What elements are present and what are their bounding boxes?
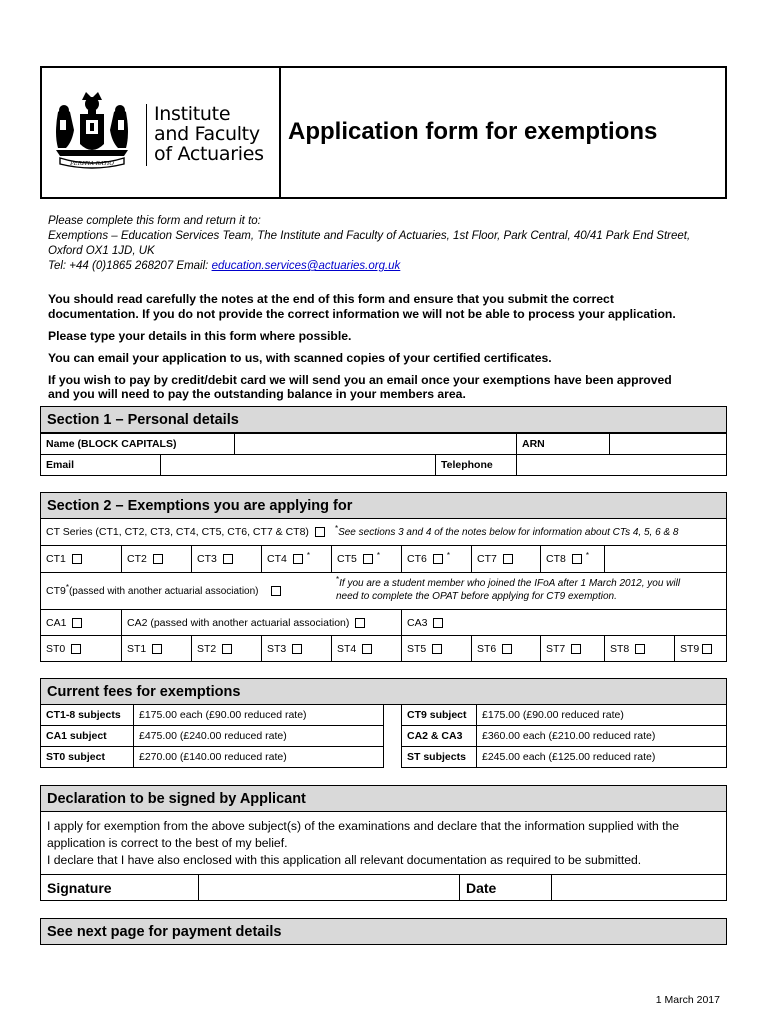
ca1-cell [40, 609, 122, 636]
fee-label: ST0 subject [40, 746, 134, 768]
arn-label: ARN [516, 433, 610, 455]
ct9-note: *If you are a student member who joined the IFoA after 1 March 2012, you will [336, 575, 681, 589]
st7-cell [540, 635, 605, 662]
ct-series-note: See sections 3 and 4 of the notes below for information about CTs 4, 5, 6 & 8 [338, 526, 679, 538]
ca1-label: CA1 [46, 616, 67, 629]
declaration-text: application is correct to the best of my belief. [47, 836, 288, 850]
ct3-checkbox[interactable] [223, 554, 233, 564]
note-line: You should read carefully the notes at the end of this form and ensure that you submit the correct [48, 292, 614, 306]
telephone-field[interactable] [516, 454, 727, 476]
ct9-label: CT9 [46, 585, 66, 597]
ct9-checkbox[interactable] [271, 586, 281, 596]
ct7-cell [471, 545, 541, 573]
st8-cell [604, 635, 675, 662]
ct1-label: CT1 [46, 553, 66, 565]
ct1-cell [40, 545, 122, 573]
st0-label: ST0 [46, 642, 66, 655]
next-page-banner: See next page for payment details [40, 918, 727, 945]
st9-checkbox[interactable] [702, 644, 712, 654]
st4-checkbox[interactable] [362, 644, 372, 654]
email-link[interactable]: education.services@actuaries.org.uk [211, 260, 401, 272]
st3-cell [261, 635, 332, 662]
st7-checkbox[interactable] [571, 644, 581, 654]
st5-label: ST5 [407, 642, 427, 655]
intro-contact [48, 259, 400, 274]
form-header [40, 66, 727, 199]
fee-label: CT9 subject [401, 704, 477, 726]
st5-cell [401, 635, 472, 662]
declaration-header: Declaration to be signed by Applicant [40, 785, 727, 812]
ct8-cell: CT8 * [540, 545, 605, 573]
ct6-label: CT6 [407, 553, 427, 565]
ct4-cell: CT4 * [261, 545, 332, 573]
ct7-label: CT7 [477, 553, 497, 565]
fee-label: CT1-8 subjects [40, 704, 134, 726]
fee-value: £360.00 each (£210.00 reduced rate) [476, 725, 727, 747]
intro-tel: Tel: +44 (0)1865 268207 Email: [48, 260, 212, 272]
intro-address-city: Oxford OX1 1JD, UK [48, 245, 155, 257]
ct6-checkbox[interactable] [433, 554, 443, 564]
st3-checkbox[interactable] [292, 644, 302, 654]
page-title: Application form for exemptions [288, 118, 658, 145]
ca3-cell [401, 609, 727, 636]
ct4-label: CT4 [267, 553, 287, 565]
fee-label: ST subjects [401, 746, 477, 768]
st1-cell [121, 635, 192, 662]
ca3-label: CA3 [407, 616, 428, 629]
fee-label: CA1 subject [40, 725, 134, 747]
ct-series-label: CT Series (CT1, CT2, CT3, CT4, CT5, CT6, CT7 & CT8) [46, 526, 309, 538]
st2-label: ST2 [197, 642, 217, 655]
section1-header: Section 1 – Personal details [40, 406, 727, 433]
intro-line: Please complete this form and return it to: [48, 215, 261, 227]
st0-cell [40, 635, 122, 662]
ct-row-empty-cell [604, 545, 727, 573]
ca2-checkbox[interactable] [355, 618, 365, 628]
ct5-checkbox[interactable] [363, 554, 373, 564]
st9-label: ST9 [680, 642, 700, 655]
name-field[interactable] [234, 433, 517, 455]
intro-address: Exemptions – Education Services Team, The Institute and Faculty of Actuaries, 1st Floor, Park Central, 40/41 Park End Street, [48, 230, 691, 242]
declaration-text: I declare that I have also enclosed with this application all relevant documentation as required to be submitted. [47, 853, 642, 867]
org-name-line: and Faculty [154, 123, 260, 145]
ct5-cell: CT5 * [331, 545, 402, 573]
st1-label: ST1 [127, 642, 147, 655]
section2-header: Section 2 – Exemptions you are applying for [40, 492, 727, 519]
ct9-suffix: (passed with another actuarial association) [68, 585, 259, 597]
footer-date: 1 March 2017 [655, 994, 720, 1006]
st2-checkbox[interactable] [222, 644, 232, 654]
ct2-label: CT2 [127, 553, 147, 565]
st4-label: ST4 [337, 642, 357, 655]
fee-value: £175.00 (£90.00 reduced rate) [476, 704, 727, 726]
declaration-text: I apply for exemption from the above subject(s) of the examinations and declare that the information supplied with the [47, 819, 680, 833]
st4-cell [331, 635, 402, 662]
note-line: You can email your application to us, with scanned copies of your certified certificates. [48, 351, 552, 365]
org-name-line: Institute [154, 103, 231, 125]
ct9-row: CT9 * (passed with another actuarial association) [40, 572, 727, 610]
note-line: and you will need to pay the outstanding balance in your members area. [48, 387, 466, 401]
ct3-cell [191, 545, 262, 573]
ct5-label: CT5 [337, 553, 357, 565]
crest-motto: PERITIA RATIO [70, 161, 114, 167]
st7-label: ST7 [546, 642, 566, 655]
note-line: If you wish to pay by credit/debit card we will send you an email once your exemptions have been approved [48, 373, 672, 387]
ca2-cell [121, 609, 402, 636]
ca3-checkbox[interactable] [433, 618, 443, 628]
ct7-checkbox[interactable] [503, 554, 513, 564]
ct-series-checkbox[interactable] [315, 527, 325, 537]
ct8-checkbox[interactable] [572, 554, 582, 564]
st9-cell [674, 635, 727, 662]
ct8-label: CT8 [546, 553, 566, 565]
email-field[interactable] [160, 454, 436, 476]
ct1-checkbox[interactable] [72, 554, 82, 564]
email-label: Email [40, 454, 161, 476]
ct6-cell: CT6 * [401, 545, 472, 573]
ifoa-crest-logo [50, 90, 134, 170]
ct4-checkbox[interactable] [293, 554, 303, 564]
fee-label: CA2 & CA3 [401, 725, 477, 747]
header-divider [279, 68, 281, 197]
org-name [154, 104, 264, 164]
name-label: Name (BLOCK CAPITALS) [40, 433, 235, 455]
fees-gap-border [401, 704, 402, 768]
ca1-checkbox[interactable] [72, 618, 82, 628]
fees-gap-border [383, 704, 384, 768]
st6-label: ST6 [477, 642, 497, 655]
fee-value: £245.00 each (£125.00 reduced rate) [476, 746, 727, 768]
telephone-label: Telephone [435, 454, 517, 476]
note-line: Please type your details in this form where possible. [48, 329, 352, 343]
ct3-label: CT3 [197, 553, 217, 565]
st6-checkbox[interactable] [502, 644, 512, 654]
st6-cell [471, 635, 541, 662]
ct2-checkbox[interactable] [153, 554, 163, 564]
ca2-label: CA2 (passed with another actuarial association) [127, 616, 350, 629]
date-label: Date [459, 874, 552, 901]
st8-checkbox[interactable] [635, 644, 645, 654]
arn-field[interactable] [609, 433, 727, 455]
st1-checkbox[interactable] [152, 644, 162, 654]
ct-series-row: CT Series (CT1, CT2, CT3, CT4, CT5, CT6, CT7 & CT8) * See sections 3 and 4 of the notes below for information about CTs 4, 5, 6 & 8 [40, 518, 727, 546]
fee-value: £270.00 (£140.00 reduced rate) [133, 746, 384, 768]
fee-value: £175.00 each (£90.00 reduced rate) [133, 704, 384, 726]
st8-label: ST8 [610, 642, 630, 655]
signature-field[interactable] [198, 874, 460, 901]
ct2-cell [121, 545, 192, 573]
st2-cell [191, 635, 262, 662]
logo-divider [146, 104, 147, 166]
st0-checkbox[interactable] [71, 644, 81, 654]
note-line: documentation. If you do not provide the correct information we will not be able to process your application. [48, 307, 676, 321]
ct9-note-line: If you are a student member who joined the IFoA after 1 March 2012, you will [339, 578, 681, 589]
st3-label: ST3 [267, 642, 287, 655]
org-name-line: of Actuaries [154, 143, 264, 165]
date-field[interactable] [551, 874, 727, 901]
ct9-note-line: need to complete the OPAT before applying for CT9 exemption. [336, 591, 617, 602]
fees-header: Current fees for exemptions [40, 678, 727, 705]
signature-label: Signature [40, 874, 199, 901]
st5-checkbox[interactable] [432, 644, 442, 654]
fee-value: £475.00 (£240.00 reduced rate) [133, 725, 384, 747]
